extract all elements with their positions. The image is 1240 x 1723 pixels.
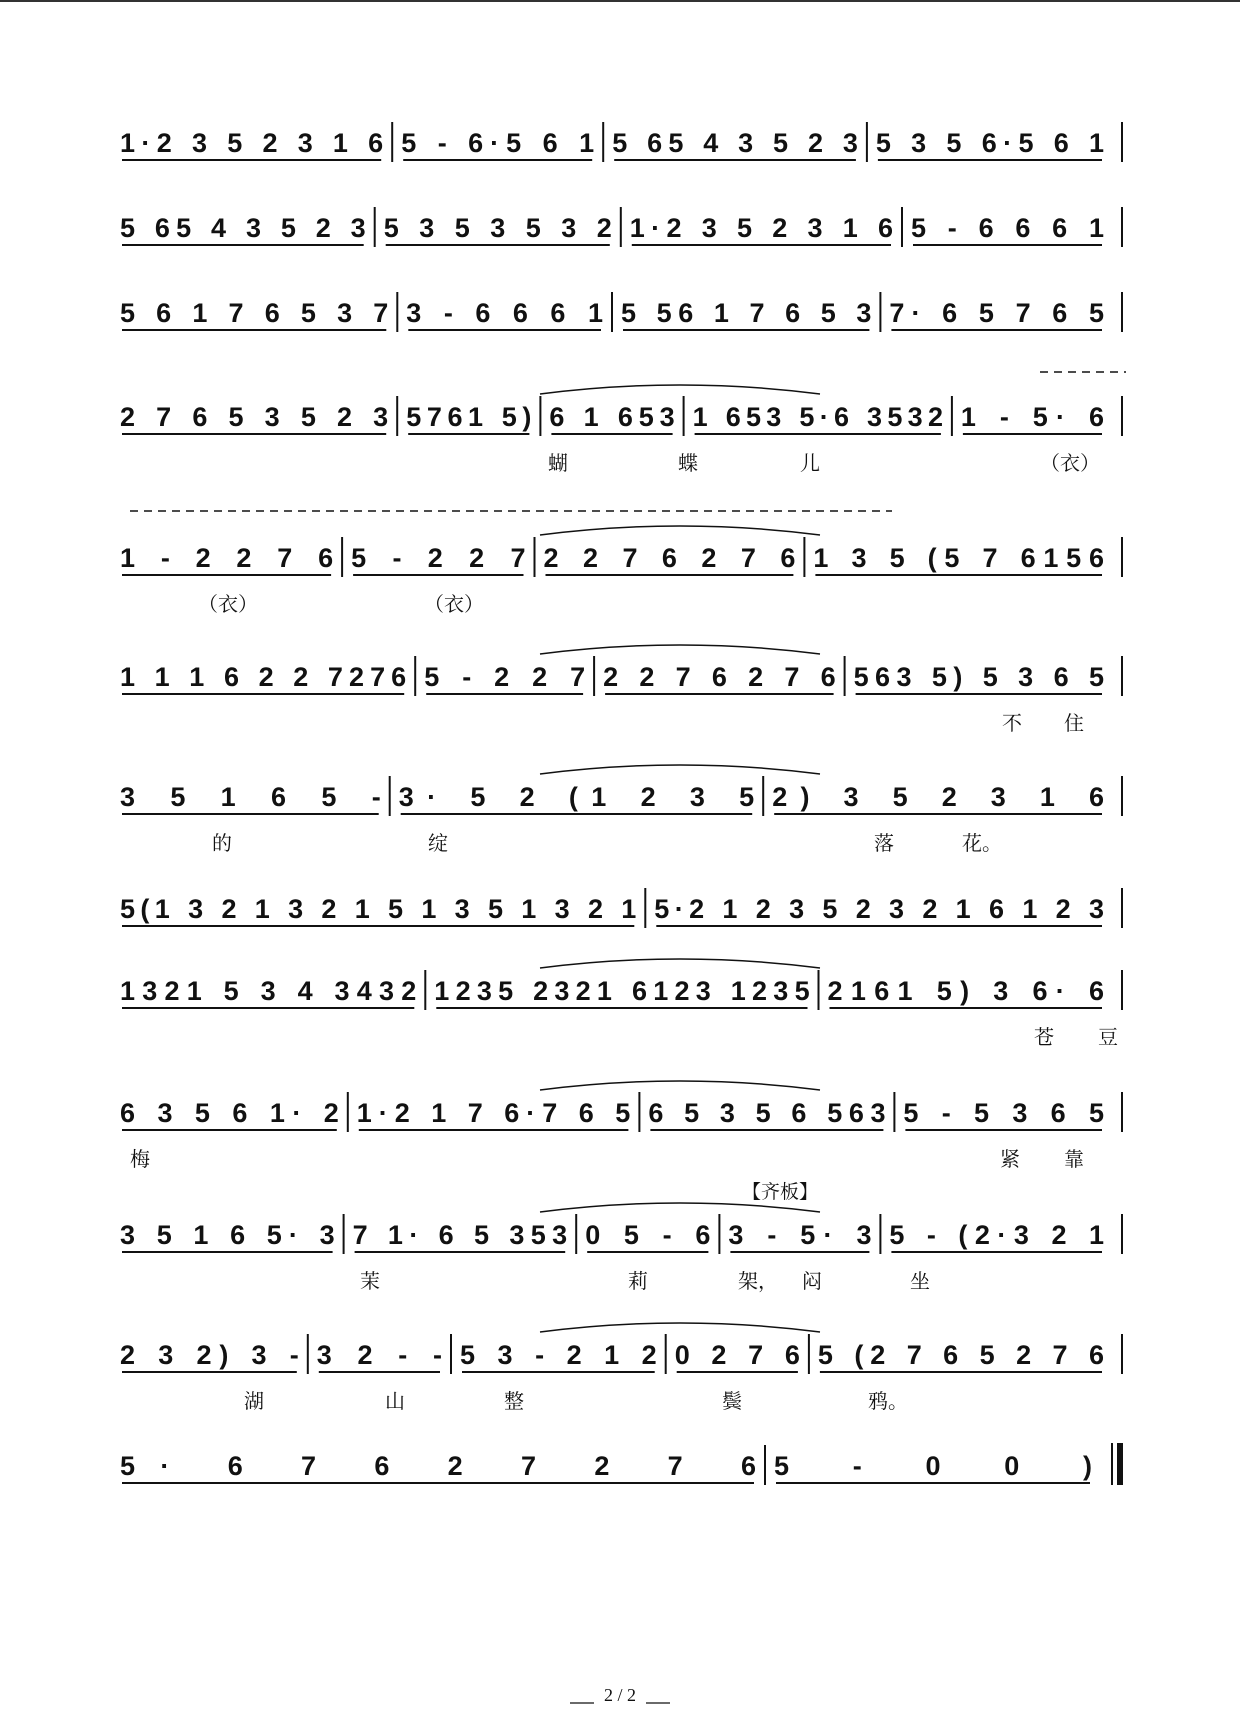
measure: 1 - 5· 6 [960,402,1104,432]
measure: 5 65 4 3 5 2 3 [612,128,858,158]
measure: 5 - 0 0 ) [774,1451,1092,1481]
measure: 3 5 1 6 5· 3 [120,1220,335,1250]
lyric-syllable: 苍 [1034,1025,1054,1049]
score-line [120,292,1122,332]
measure: 5 - 5 3 6 5 [903,1098,1104,1128]
slur [540,385,820,394]
measure: 5 (2 7 6 5 2 7 6 [817,1340,1104,1370]
measure: 1 653 5·6 3532 [692,402,943,432]
measure: 1·2 3 5 2 3 1 6 [629,213,893,243]
measure: 5 - (2·3 2 1 [889,1220,1104,1250]
slur [540,765,820,774]
measure: 0 5 - 6 [585,1220,711,1250]
page-number: 2 / 2 [603,1685,637,1705]
score-line [120,1443,1120,1485]
slur [540,1323,820,1332]
measure: 5 - 2 2 7 [424,662,586,692]
measure: 2 2 7 6 2 7 6 [543,543,796,573]
score-line [120,207,1122,247]
lyric-syllable: 蝶 [678,451,698,475]
measure: 5 - 6·5 6 1 [401,128,595,158]
measure: 1321 5 3 4 3432 [120,976,417,1006]
measure: 2 3 2) 3 - [120,1340,299,1370]
measure: 7· 6 5 7 6 5 [889,298,1104,328]
lyric-syllable: 绽 [428,831,448,855]
slur [540,645,820,654]
measure: 1235 2321 6123 1235 [434,976,810,1006]
lyric-syllable: 的 [212,831,232,855]
measure: 5·2 1 2 3 5 2 3 2 1 6 1 2 3 [654,894,1104,924]
lyric-syllable: 不 [1002,711,1022,735]
measure: 1·2 3 5 2 3 1 6 [120,128,384,158]
lyric-syllable: 山 [385,1389,405,1413]
score-line [120,1323,1122,1413]
measure: 6 5 3 5 6 563 [648,1098,886,1128]
lyric-syllable: 整 [504,1389,524,1413]
lyric-syllable: 花。 [962,831,1002,855]
measure: 1 - 2 2 7 6 [120,543,334,573]
score-line [120,959,1122,1049]
measure: 2) 3 5 2 3 1 6 [772,782,1104,812]
measure: 3 - 5· 3 [728,1220,872,1250]
measure: 5761 5) [406,402,532,432]
measure: 2161 5) 3 6· 6 [827,976,1104,1006]
lyric-syllable: 住 [1064,711,1084,735]
lyric-syllable: 架， [738,1269,778,1293]
measure: 5· 6 7 6 2 7 2 7 6 [120,1451,756,1481]
measure: 5 - 2 2 7 [351,543,526,573]
measure: 1 1 1 6 2 2 7276 [120,662,407,692]
measure: 5 - 6 6 6 1 [911,213,1104,243]
measure: 5 65 4 3 5 2 3 [120,213,366,243]
lyric-syllable: 茉 [360,1269,380,1293]
score-line [120,1181,1122,1293]
score-line [120,122,1122,162]
measure: 5 6 1 7 6 5 3 7 [120,298,389,328]
measure: 2 2 7 6 2 7 6 [603,662,836,692]
lyric-syllable: 蝴 [548,451,568,475]
measure: 6 3 5 6 1· 2 [120,1098,339,1128]
slur [540,959,820,968]
score-line [120,765,1122,855]
lyric-syllable: （衣） [198,592,258,616]
lyric-syllable: （衣） [424,592,484,616]
measure: 2 7 6 5 3 5 2 3 [120,402,389,432]
tempo-marking: 【齐板】 [742,1181,819,1203]
measure: 1 3 5 (5 7 6156 [813,543,1104,573]
lyric-syllable: 紧 [1000,1147,1020,1171]
measure: 3 5 1 6 5 - [120,782,381,812]
score-line [120,888,1122,928]
measure: 6 1 653 [549,402,675,432]
measure: 3· 5 2 (1 2 3 5 [398,782,755,812]
score-line [120,385,1122,475]
measure: 0 2 7 6 [674,1340,800,1370]
lyric-syllable: 梅 [130,1147,150,1171]
lyric-syllable: 鬓 [722,1389,742,1413]
score-line [120,526,1122,616]
measure: 563 5) 5 3 6 5 [853,662,1104,692]
lyric-syllable: 坐 [910,1269,930,1293]
lyric-syllable: （衣） [1040,451,1100,475]
measure: 5(1 3 2 1 3 2 1 5 1 3 5 1 3 2 1 [120,894,637,924]
lyric-syllable: 闷 [802,1269,822,1293]
lyric-syllable: 鸦。 [868,1389,908,1413]
score-line [120,1081,1122,1171]
measure: 5 3 5 6·5 6 1 [875,128,1104,158]
slur [540,1203,820,1212]
lyric-syllable: 靠 [1064,1147,1084,1171]
slur [540,526,820,535]
score-line [120,645,1122,735]
slur [540,1081,820,1090]
measure: 7 1· 6 5 353 [352,1220,568,1250]
lyric-syllable: 儿 [800,451,820,475]
measure: 3 - 6 6 6 1 [406,298,603,328]
measure: 3 2 - - [316,1340,442,1370]
lyric-syllable: 莉 [628,1269,648,1293]
lyric-syllable: 湖 [244,1389,264,1413]
lyric-syllable: 落 [874,831,894,855]
lyric-syllable: 豆 [1098,1025,1118,1049]
measure: 5 3 - 2 1 2 [460,1340,657,1370]
measure: 5 3 5 3 5 3 2 [383,213,612,243]
measure: 5 56 1 7 6 5 3 [621,298,872,328]
measure: 1·2 1 7 6·7 6 5 [356,1098,631,1128]
